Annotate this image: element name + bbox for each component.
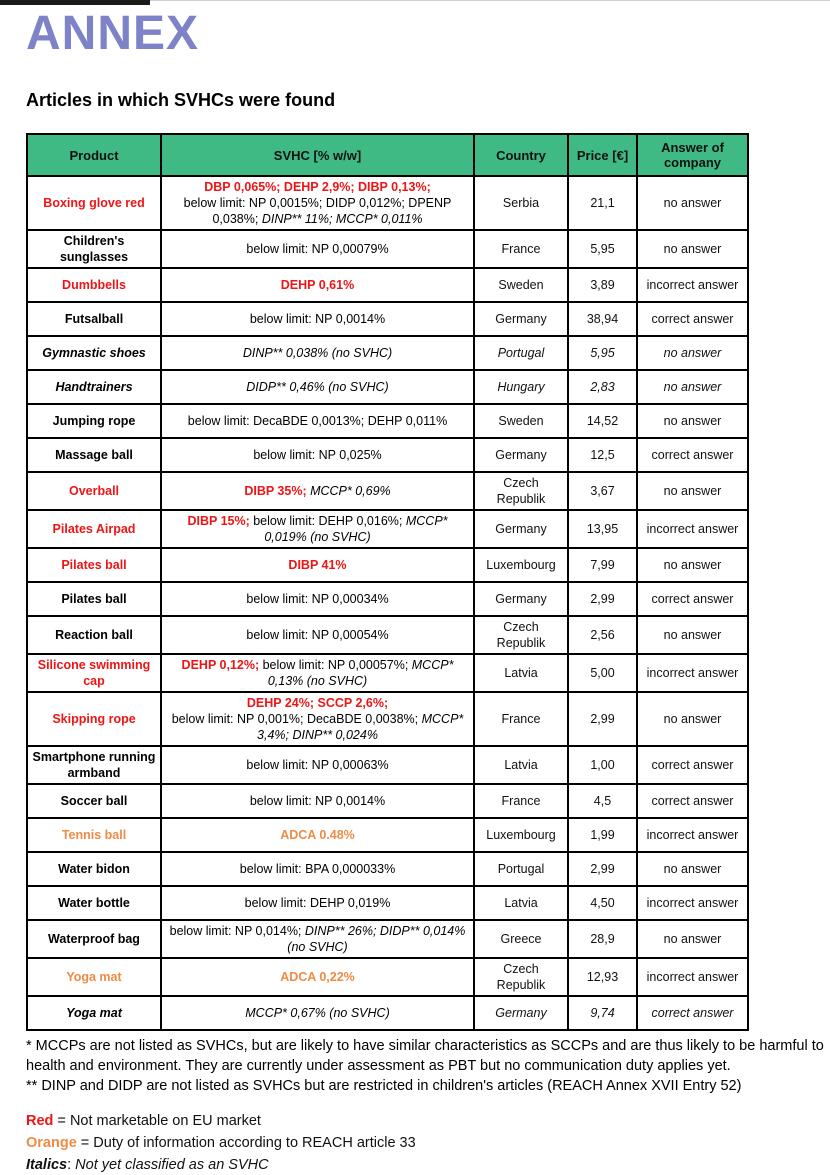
- country-cell: Latvia: [474, 746, 568, 784]
- svhc-cell: [161, 176, 474, 230]
- product-cell: Silicone swimming cap: [27, 654, 161, 692]
- svhc-segment: below limit: DEHP 0,019%: [244, 896, 391, 910]
- product-cell: Smartphone running armband: [27, 746, 161, 784]
- price-cell: 5,95: [568, 336, 637, 370]
- table-row: [27, 370, 748, 404]
- table-row: [27, 818, 748, 852]
- country-cell: Germany: [474, 438, 568, 472]
- answer-cell: no answer: [637, 692, 748, 746]
- price-cell: 9,74: [568, 996, 637, 1030]
- product-cell: Overball: [27, 472, 161, 510]
- answer-cell: correct answer: [637, 996, 748, 1030]
- table-row: [27, 472, 748, 510]
- country-cell: Luxembourg: [474, 818, 568, 852]
- country-cell: Greece: [474, 920, 568, 958]
- answer-cell: incorrect answer: [637, 958, 748, 996]
- svhc-segment: ADCA 0.48%: [280, 828, 355, 842]
- svhc-segment: DINP** 0,038% (no SVHC): [242, 346, 393, 360]
- legend-italics-text: Not yet classified as an SVHC: [75, 1157, 269, 1173]
- svhc-segment: MCCP* 0,67% (no SVHC): [245, 1006, 390, 1020]
- svhc-segment: below limit: NP 0,00079%: [246, 242, 389, 256]
- product-cell: Dumbbells: [27, 268, 161, 302]
- svhc-segment: below limit: NP 0,0014%: [249, 794, 386, 808]
- country-cell: Hungary: [474, 370, 568, 404]
- svhc-segment: MCCP* 0,019% (no SVHC): [264, 514, 448, 544]
- price-cell: 13,95: [568, 510, 637, 548]
- svhc-segment: below limit: NP 0,00057%;: [262, 658, 412, 672]
- country-cell: Latvia: [474, 654, 568, 692]
- svhc-cell: [161, 472, 474, 510]
- svhc-segment: below limit: NP 0,001%; DecaBDE 0,0038%;: [171, 712, 422, 726]
- answer-cell: no answer: [637, 920, 748, 958]
- svhc-table-body: [27, 176, 748, 1030]
- table-row: [27, 920, 748, 958]
- legend-italics-sep: :: [67, 1157, 76, 1173]
- svhc-cell: [161, 302, 474, 336]
- country-cell: France: [474, 784, 568, 818]
- answer-cell: no answer: [637, 176, 748, 230]
- legend-orange-term: Orange: [26, 1135, 77, 1151]
- product-cell: Pilates Airpad: [27, 510, 161, 548]
- header-svhc: SVHC [% w/w]: [161, 134, 474, 176]
- svhc-cell: [161, 852, 474, 886]
- svhc-segment: below limit: NP 0,025%: [253, 448, 382, 462]
- product-cell: Tennis ball: [27, 818, 161, 852]
- legend-red-sep: =: [53, 1113, 70, 1129]
- country-cell: Germany: [474, 996, 568, 1030]
- price-cell: 2,99: [568, 852, 637, 886]
- country-cell: Sweden: [474, 404, 568, 438]
- svhc-segment: below limit: NP 0,00034%: [246, 592, 389, 606]
- legend-orange-sep: =: [76, 1135, 94, 1151]
- svhc-cell: [161, 438, 474, 472]
- price-cell: 21,1: [568, 176, 637, 230]
- svhc-cell: [161, 886, 474, 920]
- legend-orange-text: Duty of information according to REACH article 33: [93, 1135, 416, 1151]
- price-cell: 2,99: [568, 692, 637, 746]
- svhc-cell: [161, 230, 474, 268]
- footnote-mccp: * MCCPs are not listed as SVHCs, but are likely to have similar characteristics as SCCPs and are thus likely to be harmful to health and environment. They are currently under assessment as PBT but no communication duty applies yet.: [26, 1038, 824, 1074]
- answer-cell: no answer: [637, 230, 748, 268]
- svhc-segment: below limit: NP 0,00054%: [246, 628, 389, 642]
- answer-cell: no answer: [637, 370, 748, 404]
- svhc-segment: DIBP 41%: [288, 558, 347, 572]
- price-cell: 38,94: [568, 302, 637, 336]
- svhc-segment: DEHP 0,61%: [280, 278, 355, 292]
- svhc-segment: below limit: DecaBDE 0,0013%; DEHP 0,011%: [187, 414, 448, 428]
- country-cell: Latvia: [474, 886, 568, 920]
- answer-cell: correct answer: [637, 746, 748, 784]
- table-row: [27, 176, 748, 230]
- table-row: [27, 784, 748, 818]
- table-row: [27, 582, 748, 616]
- country-cell: Czech Republik: [474, 616, 568, 654]
- header-product: Product: [27, 134, 161, 176]
- answer-cell: correct answer: [637, 438, 748, 472]
- price-cell: 4,50: [568, 886, 637, 920]
- legend-red-term: Red: [26, 1113, 54, 1129]
- country-cell: Luxembourg: [474, 548, 568, 582]
- product-cell: Yoga mat: [27, 996, 161, 1030]
- svhc-table: [26, 133, 749, 1031]
- country-cell: Serbia: [474, 176, 568, 230]
- svhc-segment: ADCA 0,22%: [280, 970, 355, 984]
- svhc-cell: [161, 784, 474, 818]
- price-cell: 7,99: [568, 548, 637, 582]
- svhc-segment: DEHP 0,12%;: [181, 658, 263, 672]
- price-cell: 1,99: [568, 818, 637, 852]
- country-cell: Czech Republik: [474, 472, 568, 510]
- table-row: [27, 616, 748, 654]
- price-cell: 3,89: [568, 268, 637, 302]
- answer-cell: no answer: [637, 548, 748, 582]
- table-row: [27, 548, 748, 582]
- table-row: [27, 268, 748, 302]
- price-cell: 2,83: [568, 370, 637, 404]
- country-cell: Portugal: [474, 852, 568, 886]
- svhc-segment: DIBP 35%;: [244, 484, 311, 498]
- svhc-segment: below limit: DEHP 0,016%;: [253, 514, 406, 528]
- svhc-segment: below limit: BPA 0,000033%: [239, 862, 396, 876]
- svhc-segment: MCCP* 3,4%; DINP** 0,024%: [257, 712, 464, 742]
- table-row: [27, 886, 748, 920]
- legend-italics: [26, 1156, 826, 1175]
- country-cell: France: [474, 230, 568, 268]
- price-cell: 28,9: [568, 920, 637, 958]
- table-row: [27, 654, 748, 692]
- svhc-cell: [161, 548, 474, 582]
- color-legend: [26, 1112, 826, 1175]
- svhc-segment: DEHP 24%; SCCP 2,6%;: [246, 696, 389, 710]
- answer-cell: correct answer: [637, 302, 748, 336]
- table-row: [27, 510, 748, 548]
- footnotes: [26, 1036, 826, 1096]
- answer-cell: no answer: [637, 852, 748, 886]
- answer-cell: incorrect answer: [637, 818, 748, 852]
- table-row: [27, 746, 748, 784]
- table-row: [27, 852, 748, 886]
- answer-cell: no answer: [637, 404, 748, 438]
- legend-red-text: Not marketable on EU market: [69, 1113, 261, 1129]
- product-cell: Gymnastic shoes: [27, 336, 161, 370]
- product-cell: Soccer ball: [27, 784, 161, 818]
- svhc-cell: [161, 370, 474, 404]
- svhc-cell: [161, 654, 474, 692]
- price-cell: 5,95: [568, 230, 637, 268]
- country-cell: Germany: [474, 302, 568, 336]
- header-price: Price [€]: [568, 134, 637, 176]
- svhc-cell: [161, 336, 474, 370]
- svhc-cell: [161, 404, 474, 438]
- table-row: [27, 302, 748, 336]
- section-heading: Articles in which SVHCs were found: [26, 90, 336, 110]
- svhc-segment: below limit: NP 0,0015%; DIDP 0,012%; DPENP 0,038%;: [183, 196, 452, 226]
- svhc-cell: [161, 582, 474, 616]
- price-cell: 14,52: [568, 404, 637, 438]
- product-cell: Water bidon: [27, 852, 161, 886]
- country-cell: Czech Republik: [474, 958, 568, 996]
- answer-cell: no answer: [637, 472, 748, 510]
- svhc-cell: [161, 958, 474, 996]
- price-cell: 12,93: [568, 958, 637, 996]
- product-cell: Waterproof bag: [27, 920, 161, 958]
- header-answer: Answer of company: [637, 134, 748, 176]
- answer-cell: no answer: [637, 336, 748, 370]
- price-cell: 2,99: [568, 582, 637, 616]
- price-cell: 2,56: [568, 616, 637, 654]
- legend-orange: [26, 1134, 826, 1153]
- answer-cell: incorrect answer: [637, 886, 748, 920]
- country-cell: Sweden: [474, 268, 568, 302]
- price-cell: 4,5: [568, 784, 637, 818]
- answer-cell: no answer: [637, 616, 748, 654]
- product-cell: Reaction ball: [27, 616, 161, 654]
- page-title: ANNEX: [26, 7, 200, 60]
- product-cell: Water bottle: [27, 886, 161, 920]
- answer-cell: incorrect answer: [637, 654, 748, 692]
- svhc-cell: [161, 692, 474, 746]
- answer-cell: correct answer: [637, 582, 748, 616]
- svhc-segment: MCCP* 0,13% (no SVHC): [267, 658, 454, 688]
- svhc-segment: MCCP* 0,69%: [310, 484, 391, 498]
- price-cell: 3,67: [568, 472, 637, 510]
- svhc-cell: [161, 996, 474, 1030]
- svhc-segment: below limit: NP 0,0014%: [249, 312, 386, 326]
- svhc-cell: [161, 616, 474, 654]
- product-cell: Massage ball: [27, 438, 161, 472]
- country-cell: Germany: [474, 510, 568, 548]
- product-cell: Skipping rope: [27, 692, 161, 746]
- scan-artifact-bar: [0, 0, 150, 5]
- product-cell: Children's sunglasses: [27, 230, 161, 268]
- svhc-cell: [161, 510, 474, 548]
- table-row: [27, 230, 748, 268]
- answer-cell: incorrect answer: [637, 268, 748, 302]
- answer-cell: correct answer: [637, 784, 748, 818]
- product-cell: Pilates ball: [27, 582, 161, 616]
- svhc-segment: DIBP 15%;: [187, 514, 254, 528]
- price-cell: 5,00: [568, 654, 637, 692]
- product-cell: Pilates ball: [27, 548, 161, 582]
- legend-italics-term: Italics: [26, 1157, 68, 1173]
- table-row: [27, 336, 748, 370]
- header-row: [27, 134, 748, 176]
- svhc-segment: below limit: NP 0,014%;: [169, 924, 305, 938]
- product-cell: Handtrainers: [27, 370, 161, 404]
- product-cell: Jumping rope: [27, 404, 161, 438]
- country-cell: Germany: [474, 582, 568, 616]
- country-cell: France: [474, 692, 568, 746]
- answer-cell: incorrect answer: [637, 510, 748, 548]
- price-cell: 12,5: [568, 438, 637, 472]
- table-row: [27, 692, 748, 746]
- svhc-cell: [161, 746, 474, 784]
- footnote-dinp-didp: ** DINP and DIDP are not listed as SVHCs but are restricted in children's articles (REACH Annex XVII Entry 52): [26, 1078, 742, 1094]
- table-row: [27, 958, 748, 996]
- product-cell: Boxing glove red: [27, 176, 161, 230]
- legend-red: [26, 1112, 826, 1131]
- svhc-segment: below limit: NP 0,00063%: [246, 758, 389, 772]
- price-cell: 1,00: [568, 746, 637, 784]
- svhc-cell: [161, 920, 474, 958]
- table-row: [27, 404, 748, 438]
- country-cell: Portugal: [474, 336, 568, 370]
- table-row: [27, 996, 748, 1030]
- svhc-segment: DBP 0,065%; DEHP 2,9%; DIBP 0,13%;: [204, 180, 431, 194]
- svhc-segment: DINP** 11%; MCCP* 0,011%: [261, 212, 423, 226]
- svhc-segment: DIDP** 0,46% (no SVHC): [246, 380, 389, 394]
- table-row: [27, 438, 748, 472]
- svhc-cell: [161, 818, 474, 852]
- product-cell: Yoga mat: [27, 958, 161, 996]
- header-country: Country: [474, 134, 568, 176]
- svhc-cell: [161, 268, 474, 302]
- svhc-table-header: [27, 134, 748, 176]
- svhc-segment: DINP** 26%; DIDP** 0,014% (no SVHC): [287, 924, 466, 954]
- product-cell: Futsalball: [27, 302, 161, 336]
